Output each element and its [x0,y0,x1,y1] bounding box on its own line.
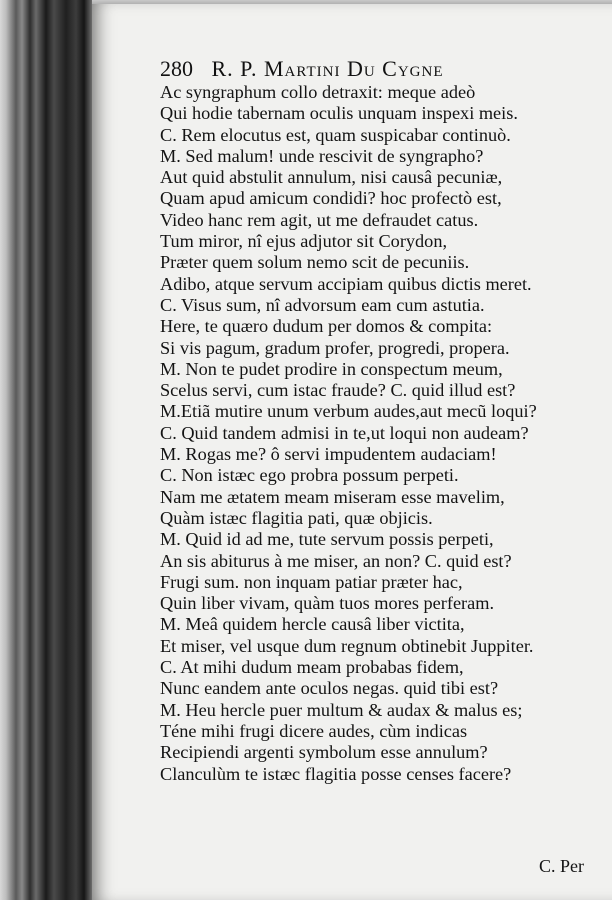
text-line: Quam apud amicum condidi? hoc profectò est, [160,188,502,209]
text-line: Ac syngraphum collo detraxit: meque adeò [160,82,476,102]
text-line: Recipiendi argenti symbolum esse annulum? [160,742,488,763]
text-line: Frugi sum. non inquam patiar præter hac, [160,571,463,592]
text-line: C. Visus sum, nî advorsum eam cum astutia. [160,294,485,315]
text-line: M. Non te pudet prodire in conspectum meum, [160,358,503,379]
text-line: Tum miror, nî ejus adjutor sit Corydon, [160,231,448,252]
text-line: Nunc eandem ante oculos negas. quid tibi est? [160,678,499,699]
page-number: 280 [160,56,193,81]
text-line: M. Heu hercle puer multum & audax & malus es; [160,699,523,720]
text-line: Et miser, vel usque dum regnum obtinebit Juppiter. [160,635,534,656]
text-line: Præter quem solum nemo scit de pecuniis. [160,252,470,273]
text-line: Aut quid abstulit annulum, nisi causâ pecuniæ, [160,167,503,188]
text-line: Nam me ætatem meam miseram esse mavelim, [160,486,505,507]
text-line: M. Rogas me? ô servi impudentem audaciam! [160,444,497,465]
book-page [92,4,612,900]
text-line: C. Non istæc ego probra possum perpeti. [160,465,459,486]
text-line: C. Quid tandem admisi in te,ut loqui non audeam? [160,422,529,443]
text-line: Adibo, atque servum accipiam quibus dictis meret. [160,273,532,294]
text-line: Qui hodie tabernam oculis unquam inspexi meis. [160,103,518,124]
text-line: M. Quid id ad me, tute servum possis perpeti, [160,529,494,550]
text-line: C. At mihi dudum meam probabas fidem, [160,657,464,678]
book-binding-edge [0,0,92,900]
text-line: M. Sed malum! unde rescivit de syngrapho? [160,145,484,166]
text-line: Here, te quæro dudum per domos & compita: [160,316,493,337]
text-line: Video hanc rem agit, ut me defraudet catus. [160,209,479,230]
text-block [160,82,605,785]
text-line: M.Etiã mutire unum verbum audes,aut mecũ loqui? [160,401,537,422]
text-line: Clanculùm te istæc flagitia posse censes facere? [160,763,512,784]
text-line: Si vis pagum, gradum profer, progredi, propera. [160,337,510,358]
catchword: C. Per [539,856,584,876]
text-line: Quin liber vivam, quàm tuos mores perferam. [160,593,495,614]
text-line: C. Rem elocutus est, quam suspicabar continuò. [160,124,511,145]
text-line: M. Meâ quidem hercle causâ liber victita, [160,614,465,635]
text-line: Scelus servi, cum istac fraude? C. quid illud est? [160,380,516,401]
text-line: An sis abiturus à me miser, an non? C. quid est? [160,550,512,571]
text-line: Téne mihi frugi dicere audes, cùm indicas [160,720,468,741]
text-line: Quàm istæc flagitia pati, quæ objicis. [160,507,433,528]
running-head: R. P. Martini Du Cygne [211,56,444,81]
